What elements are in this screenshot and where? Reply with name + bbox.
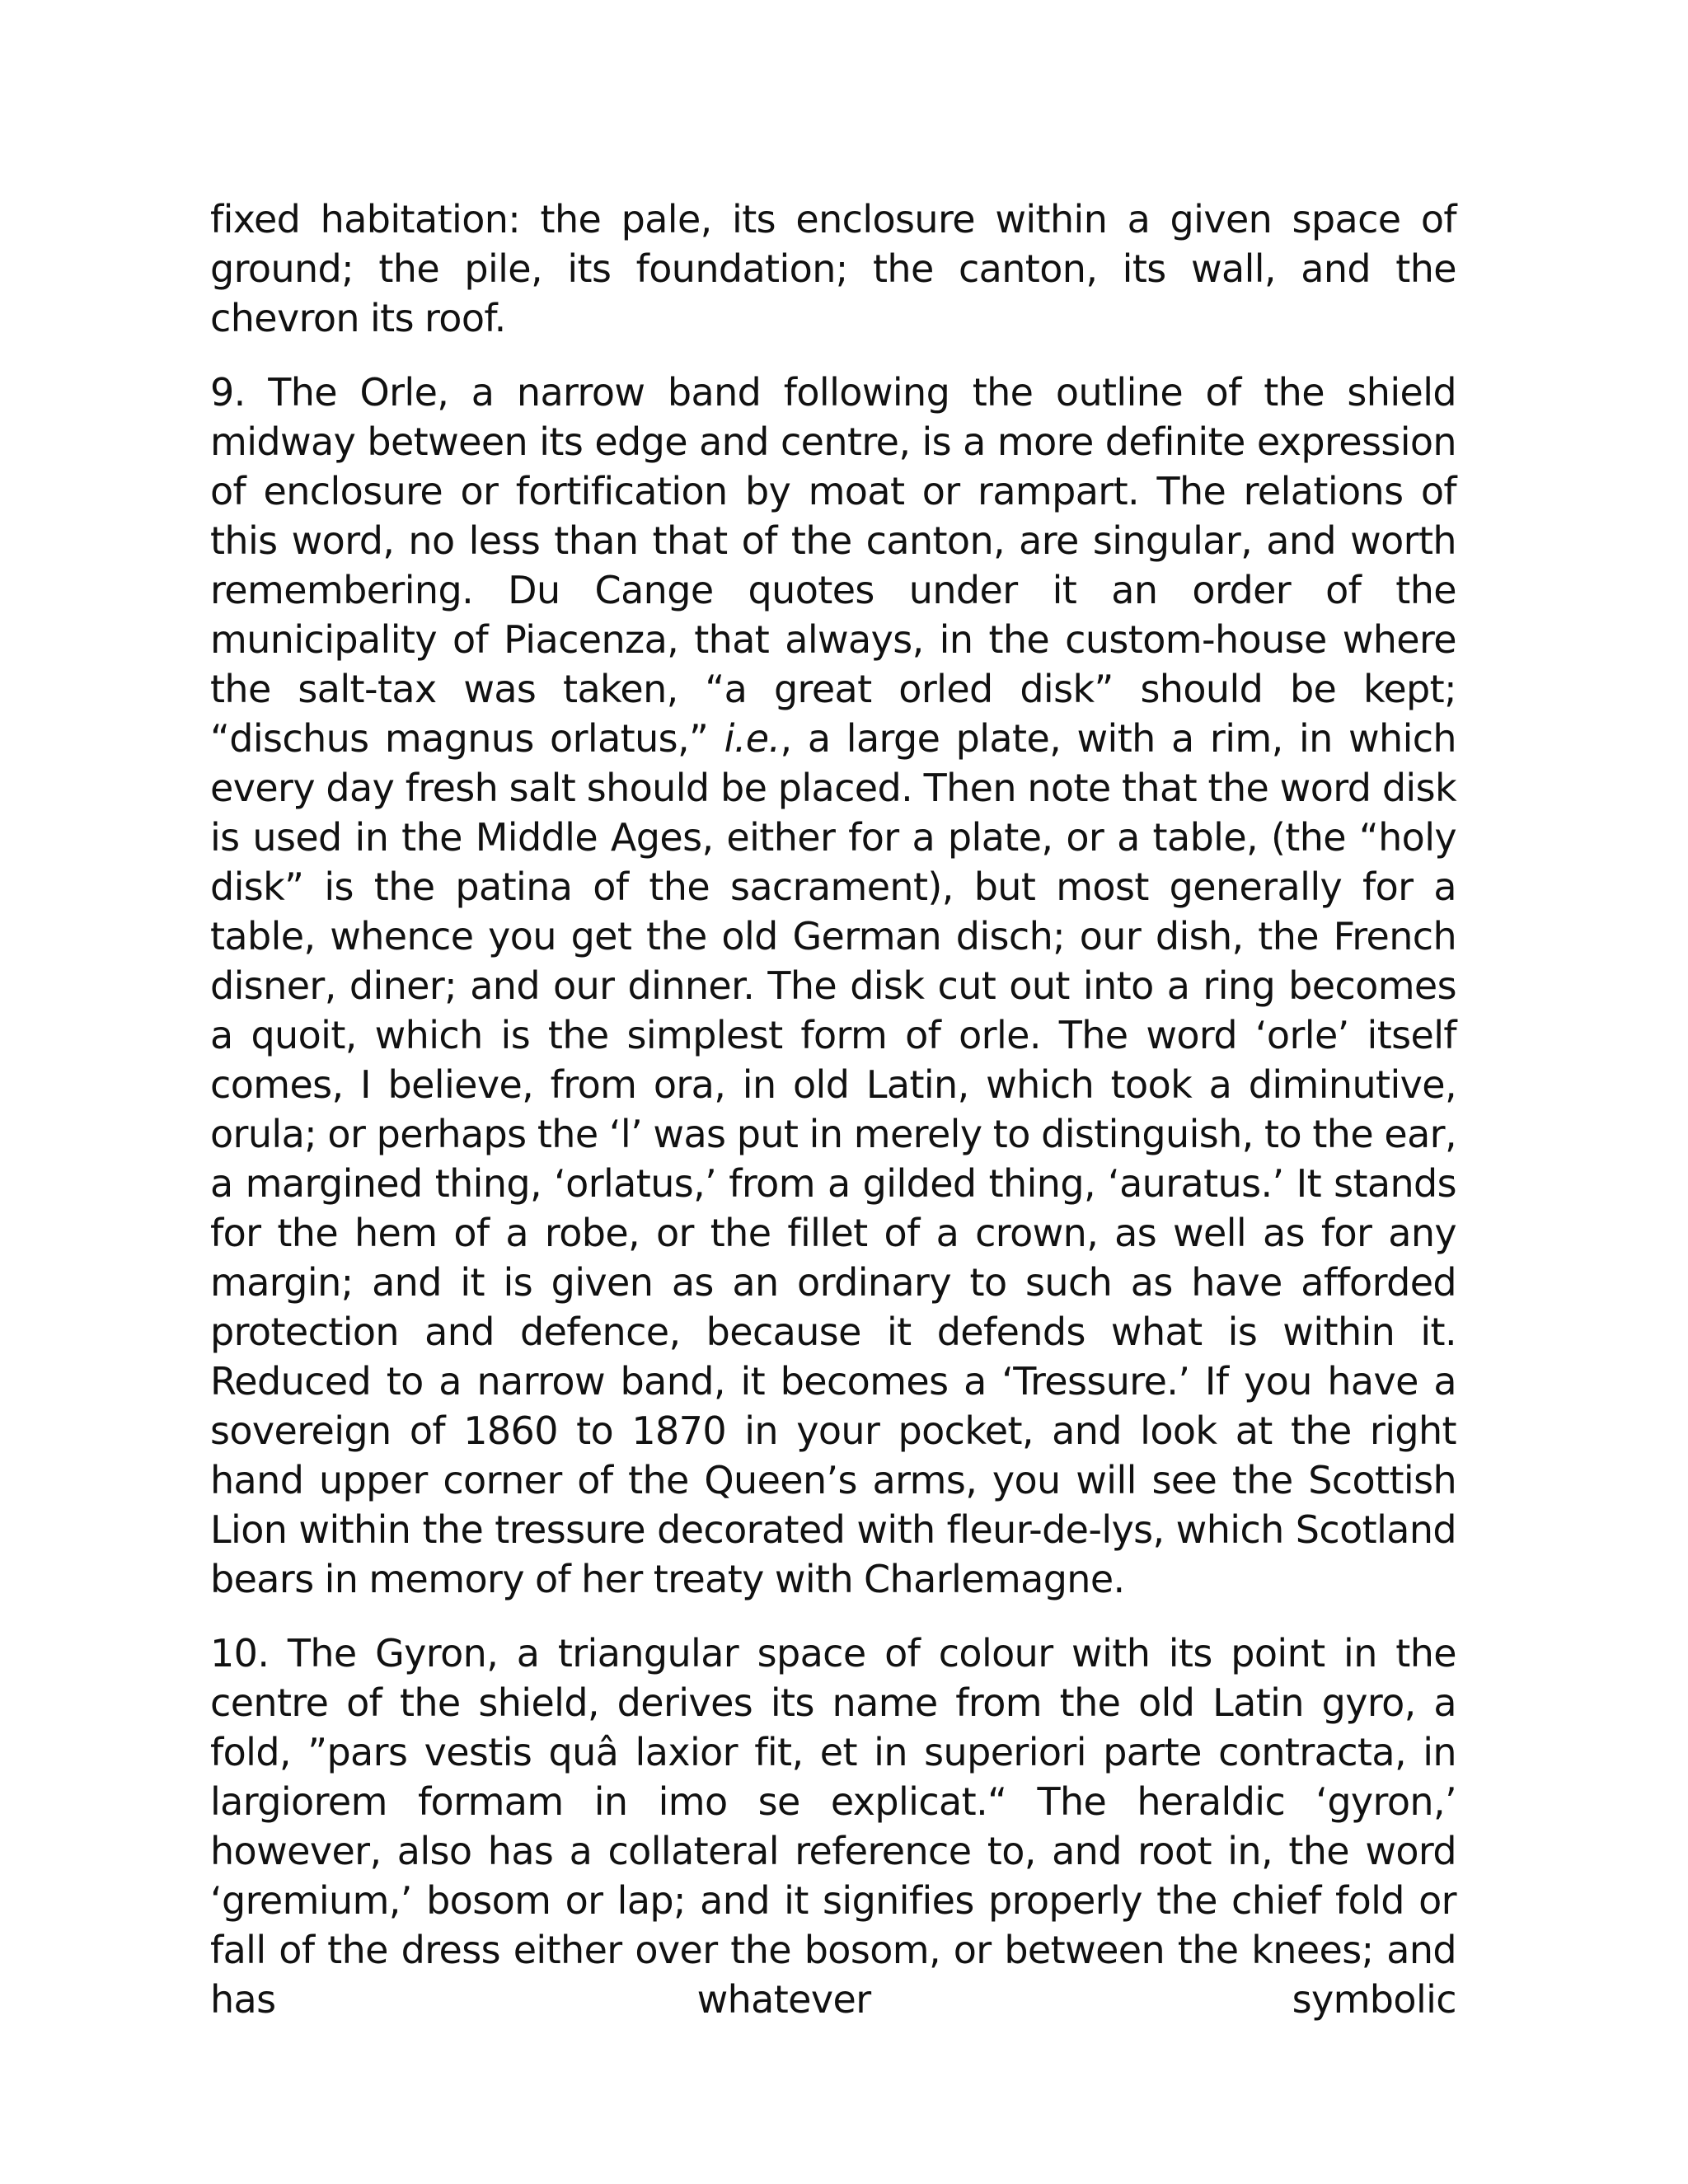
- paragraph-text: 9. The Orle, a narrow band following the outline of the shield midway between its edge and centre, is a more definite expression of enclosure or fortification by moat or rampart. The relations of this word, no less than that of the canton, are singular, and worth remembering. Du Cange quotes under it an order of the municipality of Piacenza, that always, in the custom-house where the salt-tax was taken, “a great orled disk” should be kept; “dischus magnus orlatus,”: [210, 370, 1456, 761]
- paragraph-text: fixed habitation: the pale, its enclosure within a given space of ground; the pile, its foundation; the canton, its wall, and the chevron its roof.: [210, 197, 1456, 340]
- paragraph-italic-text: i.e.: [724, 716, 781, 761]
- paragraph-orle: [210, 368, 1456, 1604]
- paragraph-text: 10. The Gyron, a triangular space of colour with its point in the centre of the shield, derives its name from the old Latin gyro, a fold, ”pars vestis quâ laxior fit, et in superiori parte contracta, in largiorem formam in imo se explicat.“ The heraldic ‘gyron,’ however, also has a collateral reference to, and root in, the word ‘gremium,’ bosom or lap; and it signifies properly the chief fold or fall of the dress either over the bosom, or between the knees; and has whatever symbolic: [210, 1631, 1456, 2022]
- document-page: [210, 194, 1456, 2049]
- paragraph-text: , a large plate, with a rim, in which every day fresh salt should be placed. Then note that the word disk is used in the Middle Ages, either for a plate, or a table, (the “holy disk” is the patina of the sacrament), but most generally for a table, whence you get the old German disch; our dish, the French disner, diner; and our dinner. The disk cut out into a ring becomes a quoit, which is the simplest form of orle. The word ‘orle’ itself comes, I believe, from ora, in old Latin, which took a diminutive, orula; or perhaps the ‘l’ was put in merely to distinguish, to the ear, a margined thing, ‘orlatus,’ from a gilded thing, ‘auratus.’ It stands for the hem of a robe, or the fillet of a crown, as well as for any margin; and it is given as an ordinary to such as have afforded protection and defence, because it defends what is within it. Reduced to a narrow band, it becomes a ‘Tressure.’ If you have a sovereign of 1860 to 1870 in your pocket, and look at the right hand upper corner of the Queen’s arms, you will see the Scottish Lion within the tressure decorated with fleur-de-lys, which Scotland bears in memory of her treaty with Charlemagne.: [210, 716, 1456, 1601]
- paragraph-continuation: [210, 194, 1456, 343]
- paragraph-gyron: [210, 1629, 1456, 2024]
